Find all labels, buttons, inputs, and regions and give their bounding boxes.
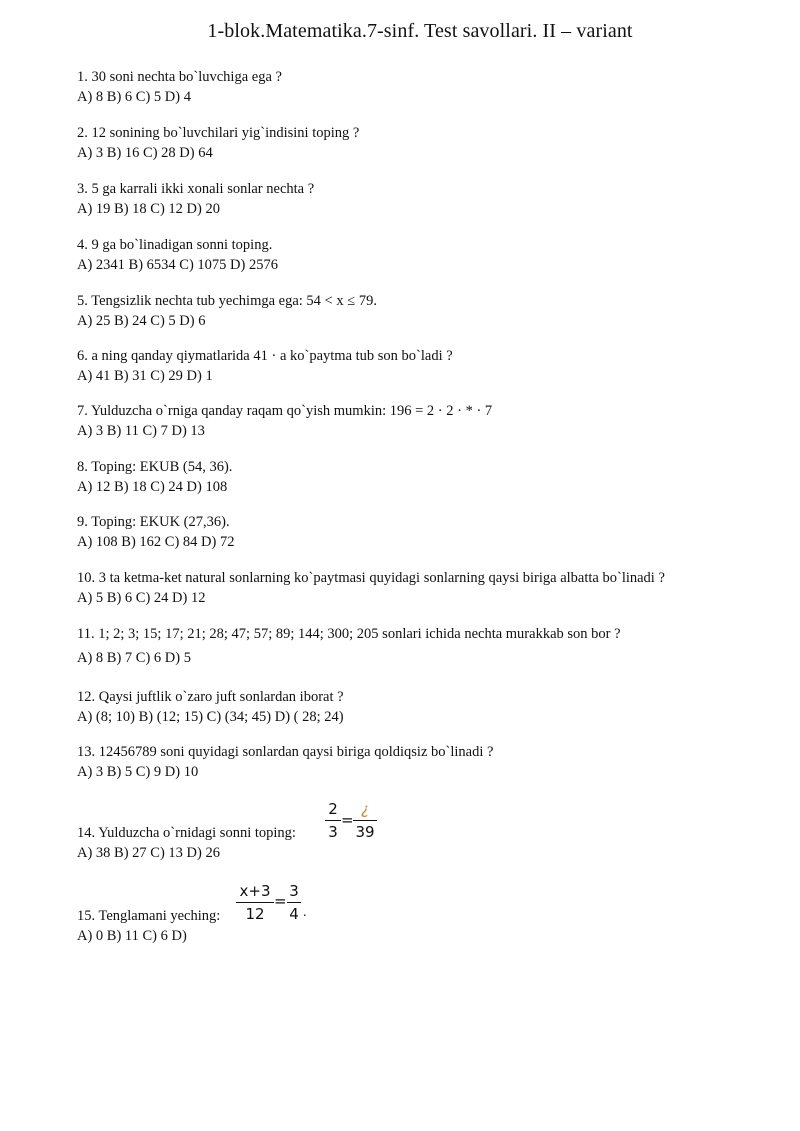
denominator: 12 [245,905,265,923]
fraction-bar [287,902,301,903]
question-3 [77,180,314,219]
answer-options: A) 5 B) 6 C) 24 D) 12 [77,590,206,606]
question-1 [77,68,282,107]
question-text: 13. 12456789 soni quyidagi sonlardan qaysi biriga qoldiqsiz bo`linadi ? [77,744,494,760]
answer-options: A) 3 B) 16 C) 28 D) 64 [77,145,213,161]
fraction-bar [236,902,274,903]
question-9 [77,513,234,552]
question-2 [77,124,359,163]
question-5 [77,292,377,331]
answer-options: A) 25 B) 24 C) 5 D) 6 [77,313,206,329]
numerator: x+3 [239,882,271,900]
page-title: 1-blok.Matematika.7-sinf. Test savollari. II – variant [207,20,633,42]
question-text: 1. 30 soni nechta bo`luvchiga ega ? [77,69,282,85]
answer-options: A) 108 B) 162 C) 84 D) 72 [77,534,235,550]
question-8 [77,458,232,497]
question-text: 15. Tenglamani yeching: [77,908,221,924]
question-7 [77,402,492,441]
equals-sign-15: = [274,892,287,910]
question-text: 12. Qaysi juftlik o`zaro juft sonlardan iborat ? [77,689,344,705]
answer-options: A) 8 B) 6 C) 5 D) 4 [77,89,191,105]
equals-sign-14: = [341,811,354,829]
answer-options: A) 12 B) 18 C) 24 D) 108 [77,479,228,495]
question-14 [77,824,296,863]
answer-options: A) 3 B) 11 C) 7 D) 13 [77,423,205,439]
question-4 [77,236,278,275]
numerator-unknown: ¿ [361,800,369,818]
question-13 [77,743,493,782]
formula-end-period: . [303,905,307,920]
question-11 [77,625,621,668]
question-text: 10. 3 ta ketma-ket natural sonlarning ko`paytmasi quyidagi sonlarning qaysi biriga albatta bo`linadi ? [77,570,665,586]
numerator: 2 [328,800,338,818]
question-text: 4. 9 ga bo`linadigan sonni toping. [77,237,273,253]
answer-options: A) 2341 B) 6534 C) 1075 D) 2576 [77,257,278,273]
fraction-bar [325,820,341,821]
denominator: 3 [328,823,338,841]
denominator: 39 [355,823,375,841]
question-12 [77,688,344,727]
answer-options: A) 0 B) 11 C) 6 D) [77,928,187,944]
fraction-bar [353,820,377,821]
question-text: 2. 12 sonining bo`luvchilari yig`indisini toping ? [77,125,360,141]
fraction-14-left [325,800,341,841]
answer-options: A) 3 B) 5 C) 9 D) 10 [77,764,199,780]
answer-options: A) (8; 10) B) (12; 15) C) (34; 45) D) ( 28; 24) [77,709,344,725]
numerator: 3 [289,882,299,900]
question-10 [77,569,665,608]
question-text: 8. Toping: EKUB (54, 36). [77,459,233,475]
answer-options: A) 19 B) 18 C) 12 D) 20 [77,201,220,217]
answer-options: A) 41 B) 31 C) 29 D) 1 [77,368,213,384]
question-text: 7. Yulduzcha o`rniga qanday raqam qo`yish mumkin: 196 = 2 · 2 · * · 7 [77,403,493,419]
question-text: 9. Toping: EKUK (27,36). [77,514,230,530]
question-text: 11. 1; 2; 3; 15; 17; 21; 28; 47; 57; 89; 144; 300; 205 sonlari ichida nechta murakkab son bor ? [77,626,621,642]
question-text: 5. Tengsizlik nechta tub yechimga ega: 54 < x ≤ 79. [77,293,377,309]
fraction-14-right [353,800,377,841]
question-6 [77,347,453,386]
question-text: 6. a ning qanday qiymatlarida 41 · a ko`paytma tub son bo`ladi ? [77,348,453,364]
denominator: 4 [289,905,299,923]
answer-options: A) 8 B) 7 C) 6 D) 5 [77,650,191,666]
question-text: 14. Yulduzcha o`rnidagi sonni toping: [77,825,296,841]
answer-options: A) 38 B) 27 C) 13 D) 26 [77,845,220,861]
question-text: 3. 5 ga karrali ikki xonali sonlar nechta ? [77,181,315,197]
fraction-15-right [287,882,301,923]
question-15 [77,907,220,946]
fraction-15-left [236,882,274,923]
